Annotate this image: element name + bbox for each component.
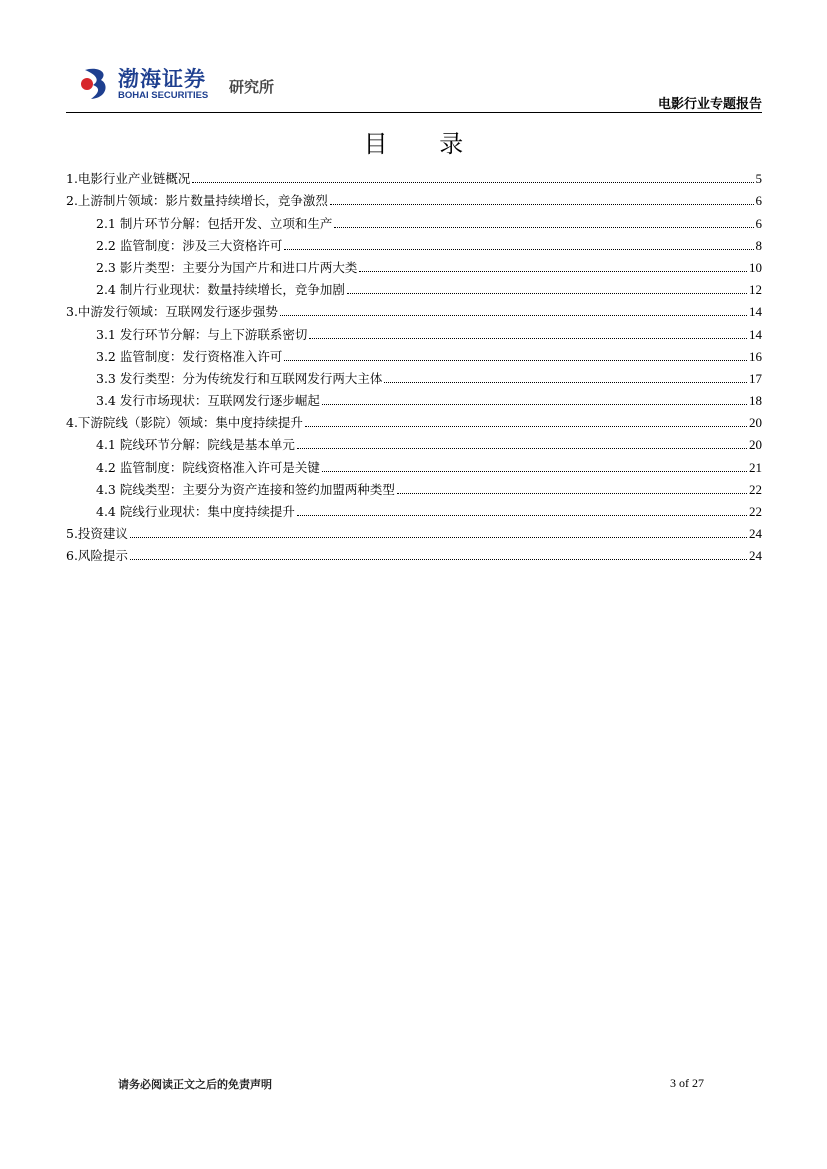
toc-entry[interactable] bbox=[66, 498, 762, 520]
toc-entry-label: 4.1 院线环节分解：院线是基本单元 bbox=[96, 437, 295, 453]
toc-entry-label: 3.1 发行环节分解：与上下游联系密切 bbox=[96, 326, 308, 342]
toc-entry[interactable] bbox=[66, 232, 762, 254]
toc-dot-leader bbox=[130, 558, 747, 560]
toc-dot-leader bbox=[330, 203, 754, 205]
toc-entry[interactable] bbox=[66, 254, 762, 276]
toc-dot-leader bbox=[397, 492, 747, 494]
toc-dot-leader bbox=[130, 536, 747, 538]
toc-entry[interactable] bbox=[66, 187, 762, 209]
toc-dot-leader bbox=[322, 470, 747, 472]
toc-entry-page: 18 bbox=[749, 393, 762, 409]
toc-entry[interactable] bbox=[66, 476, 762, 498]
toc-entry-page: 20 bbox=[749, 415, 762, 431]
toc-title: 目 录 bbox=[363, 130, 486, 158]
logo-chinese-name: 渤海证券 bbox=[118, 67, 206, 91]
page-number: 3 of 27 bbox=[670, 1076, 704, 1090]
disclaimer-note: 请务必阅读正文之后的免责声明 bbox=[118, 1078, 272, 1091]
toc-entry-page: 14 bbox=[749, 326, 762, 342]
toc-entry[interactable] bbox=[66, 387, 762, 409]
toc-entry-label: 4.2 监管制度：院线资格准入许可是关键 bbox=[96, 459, 320, 475]
toc-entry-page: 24 bbox=[749, 526, 762, 542]
toc-dot-leader bbox=[284, 248, 753, 250]
toc-dot-leader bbox=[309, 337, 747, 339]
toc-entry[interactable] bbox=[66, 320, 762, 342]
toc-entry-label: 2.3 影片类型：主要分为国产片和进口片两大类 bbox=[96, 259, 358, 275]
toc-entry-label: 3.中游发行领域：互联网发行逐步强势 bbox=[66, 304, 278, 320]
toc-entry-label: 3.3 发行类型：分为传统发行和互联网发行两大主体 bbox=[96, 370, 383, 386]
toc-entry[interactable] bbox=[66, 431, 762, 453]
toc-entry-page: 6 bbox=[755, 193, 762, 209]
toc-entry-page: 12 bbox=[749, 282, 762, 298]
toc-entry[interactable] bbox=[66, 453, 762, 475]
toc-entry-label: 1.电影行业产业链概况 bbox=[66, 171, 191, 187]
toc-entry-label: 3.4 发行市场现状：互联网发行逐步崛起 bbox=[96, 393, 320, 409]
toc-entry-label: 4.3 院线类型：主要分为资产连接和签约加盟两种类型 bbox=[96, 481, 395, 497]
toc-entry-page: 5 bbox=[755, 171, 762, 187]
toc-entry-label: 2.1 制片环节分解：包括开发、立项和生产 bbox=[96, 215, 333, 231]
toc-entry[interactable] bbox=[66, 542, 762, 564]
toc-entry[interactable] bbox=[66, 343, 762, 365]
toc-entry[interactable] bbox=[66, 165, 762, 187]
toc-entry-label: 5.投资建议 bbox=[66, 526, 128, 542]
page-header bbox=[66, 60, 762, 112]
header-divider bbox=[66, 112, 762, 113]
bohai-logo-icon bbox=[79, 66, 111, 102]
toc-entry-label: 4.4 院线行业现状：集中度持续提升 bbox=[96, 504, 295, 519]
report-type-label: 电影行业专题报告 bbox=[657, 97, 762, 112]
toc-entry-label: 2.4 制片行业现状：数量持续增长，竞争加剧 bbox=[96, 282, 345, 298]
logo-english-name: BOHAI SECURITIES bbox=[118, 90, 209, 101]
toc-entry-page: 17 bbox=[749, 370, 762, 386]
toc-entry-page: 24 bbox=[749, 548, 762, 564]
toc-dot-leader bbox=[322, 403, 747, 405]
toc-entry[interactable] bbox=[66, 209, 762, 231]
toc-entry-label: 2.上游制片领域：影片数量持续增长，竞争激烈 bbox=[66, 193, 328, 209]
toc-entry-label: 3.2 监管制度：发行资格准入许可 bbox=[96, 348, 283, 364]
toc-entry-page: 6 bbox=[755, 215, 762, 231]
toc-dot-leader bbox=[192, 181, 753, 183]
toc-dot-leader bbox=[359, 270, 747, 272]
toc-entry-page: 8 bbox=[755, 237, 762, 253]
toc-entry[interactable] bbox=[66, 409, 762, 431]
toc-entry-page: 16 bbox=[749, 348, 762, 364]
toc-entry-label: 2.2 监管制度：涉及三大资格许可 bbox=[96, 237, 283, 253]
toc-entry-page: 21 bbox=[749, 459, 762, 475]
toc-entry-page: 14 bbox=[749, 304, 762, 320]
toc-entry-label: 6.风险提示 bbox=[66, 548, 128, 564]
toc-entry[interactable] bbox=[66, 276, 762, 298]
table-of-contents bbox=[66, 165, 762, 564]
institute-label: 研究所 bbox=[229, 78, 275, 96]
toc-dot-leader bbox=[280, 314, 747, 316]
toc-entry-page: 10 bbox=[749, 259, 762, 275]
toc-entry[interactable] bbox=[66, 298, 762, 320]
toc-dot-leader bbox=[384, 381, 747, 383]
toc-entry-label: 4.下游院线（影院）领域：集中度持续提升 bbox=[66, 415, 303, 431]
toc-entry-page: 20 bbox=[749, 437, 762, 453]
toc-dot-leader bbox=[284, 359, 747, 361]
toc-entry-page: 22 bbox=[749, 481, 762, 497]
toc-entry[interactable] bbox=[66, 365, 762, 387]
toc-dot-leader bbox=[347, 292, 747, 294]
toc-dot-leader bbox=[334, 226, 753, 228]
toc-dot-leader bbox=[297, 514, 747, 516]
toc-dot-leader bbox=[297, 447, 747, 449]
toc-entry[interactable] bbox=[66, 520, 762, 542]
toc-entry-page: 22 bbox=[749, 504, 762, 519]
toc-dot-leader bbox=[305, 425, 747, 427]
